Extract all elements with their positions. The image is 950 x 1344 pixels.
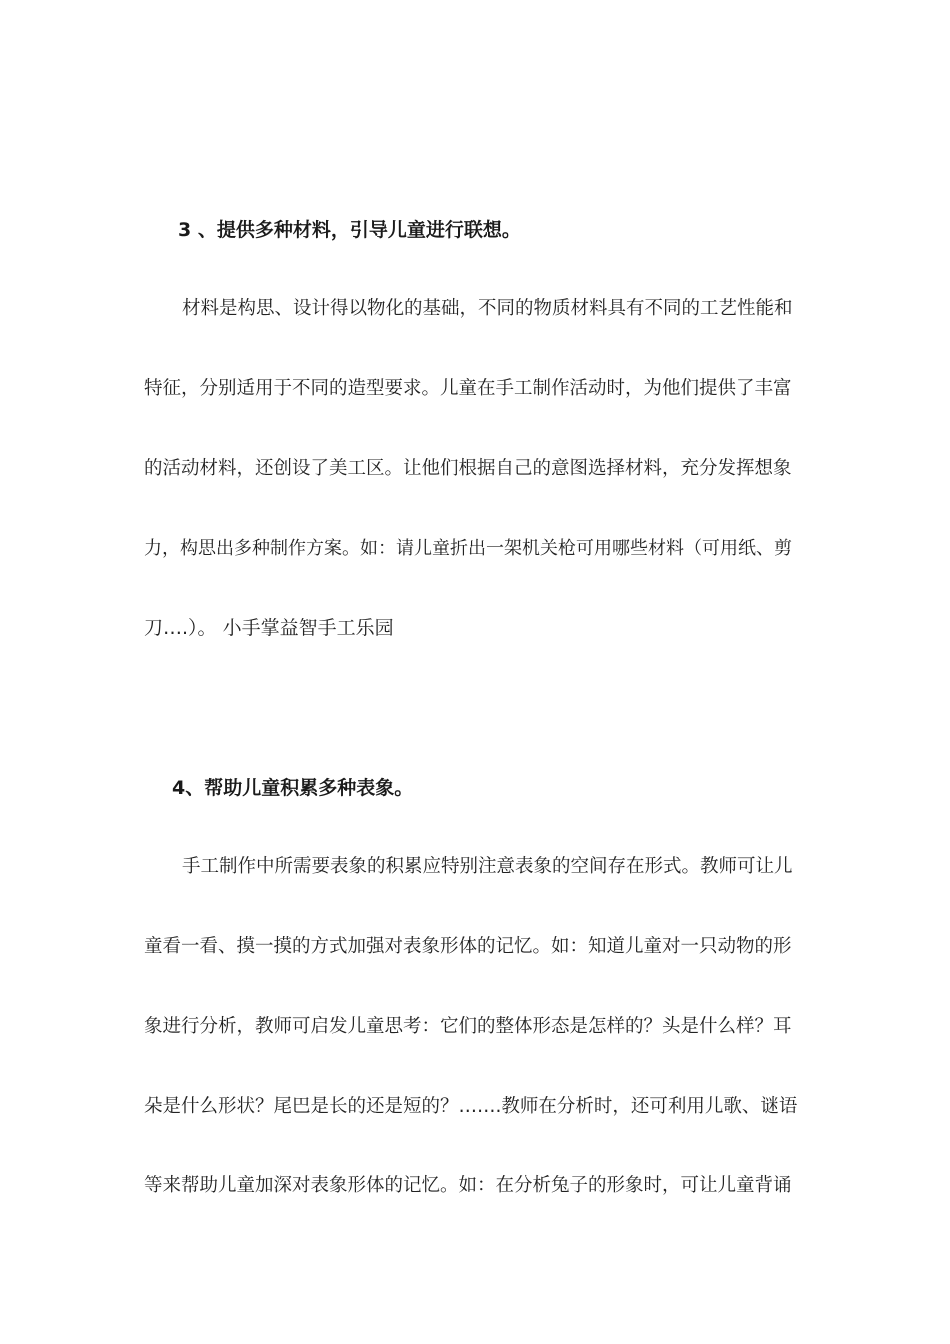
paragraph-line: 朵是什么形状？尾巴是长的还是短的？…….教师在分析时，还可利用儿歌、谜语 [144,1096,798,1117]
section-4-heading: 4、帮助儿童积累多种表象。 [172,777,414,799]
paragraph-line: 的活动材料，还创设了美工区。让他们根据自己的意图选择材料，充分发挥想象 [144,458,792,479]
paragraph-line: 刀….）。 小手掌益智手工乐园 [144,617,394,639]
section-3-heading: 3 、提供多种材料，引导儿童进行联想。 [178,219,521,241]
paragraph-line: 象进行分析，教师可启发儿童思考：它们的整体形态是怎样的？头是什么样？耳 [144,1016,792,1037]
paragraph-line: 手工制作中所需要表象的积累应特别注意表象的空间存在形式。教师可让儿 [182,856,793,877]
paragraph-line: 力，构思出多种制作方案。如：请儿童折出一架机关枪可用哪些材料（可用纸、剪 [144,538,792,559]
paragraph-line: 等来帮助儿童加深对表象形体的记忆。如：在分析兔子的形象时，可让儿童背诵 [144,1175,792,1196]
paragraph-line: 材料是构思、设计得以物化的基础，不同的物质材料具有不同的工艺性能和 [182,298,793,319]
paragraph-line: 童看一看、摸一摸的方式加强对表象形体的记忆。如：知道儿童对一只动物的形 [144,936,792,957]
paragraph-line: 特征，分别适用于不同的造型要求。儿童在手工制作活动时，为他们提供了丰富 [144,378,792,399]
